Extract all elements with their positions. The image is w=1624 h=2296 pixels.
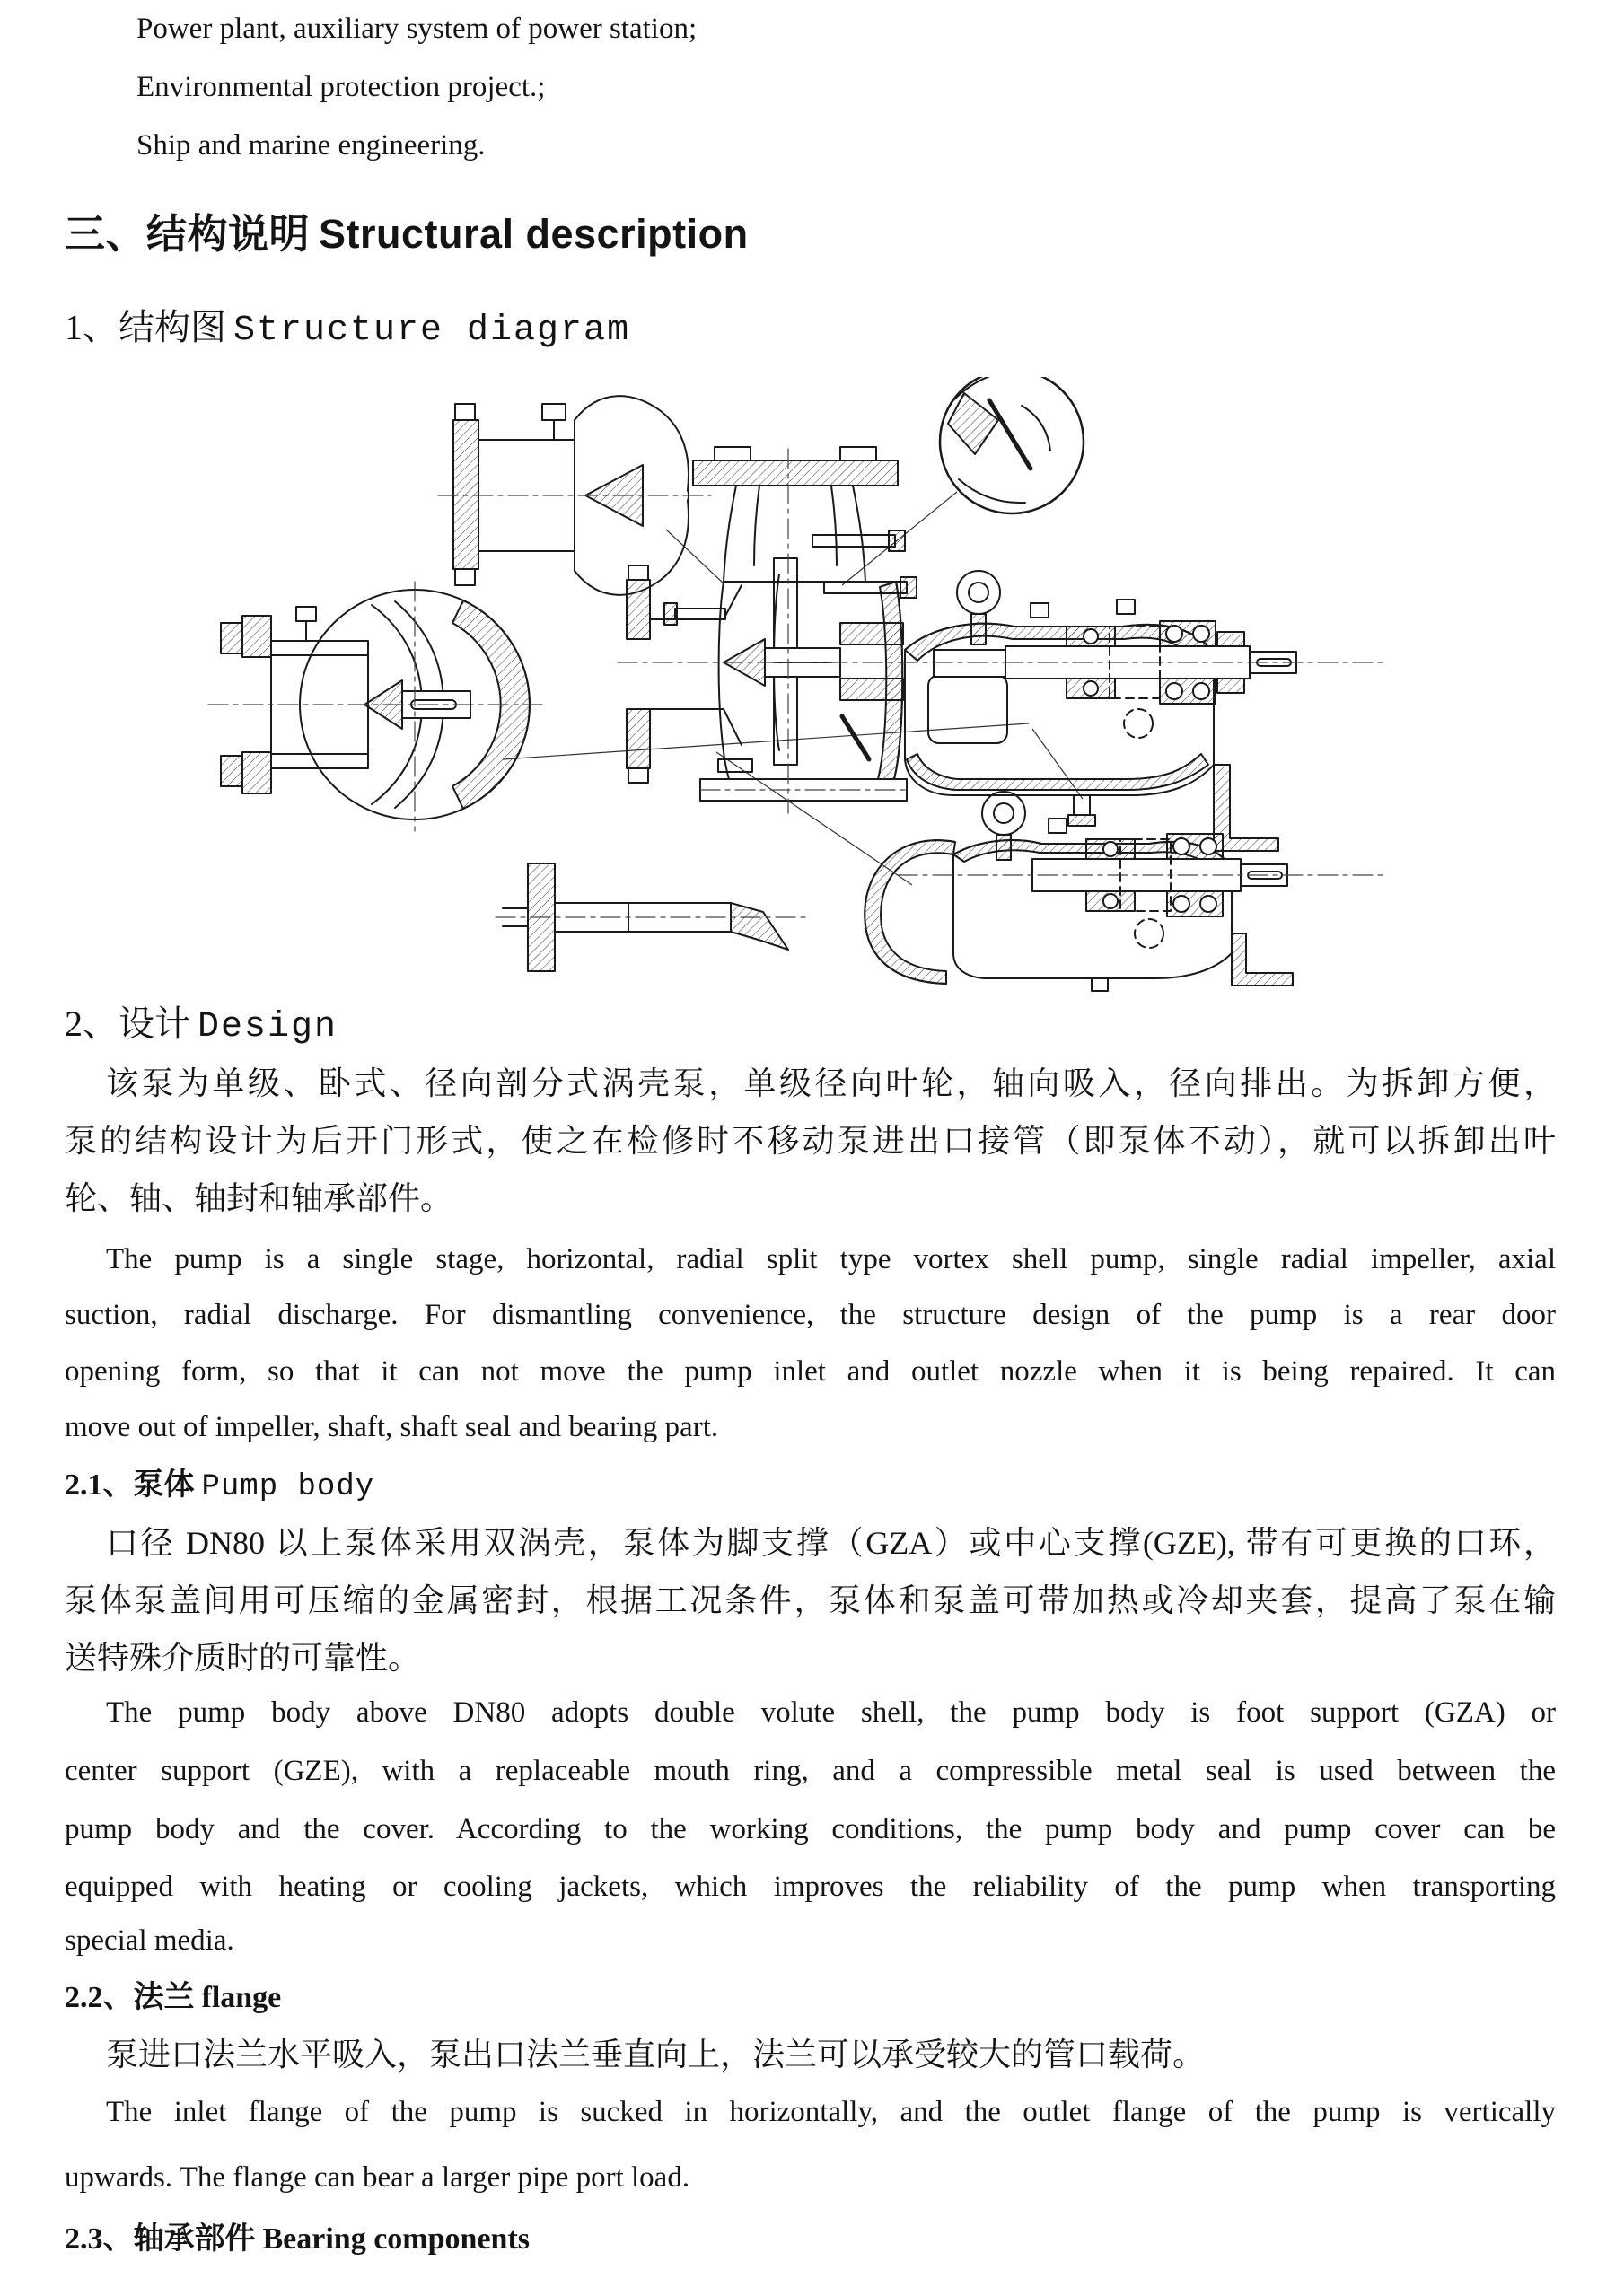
pump-body-en-line: pump body and the cover. According to the working conditions, the pump body and pump cover can be [65, 1813, 1556, 1845]
structure-diagram-image [0, 377, 1624, 996]
heading-en-text: Structure diagram [233, 311, 631, 351]
heading-en-text: Design [198, 1007, 338, 1047]
design-en-line: move out of impeller, shaft, shaft seal and bearing part. [65, 1411, 719, 1443]
subheading-pump-body [65, 1467, 1556, 1507]
subheading-flange [65, 1979, 1556, 2018]
subheading-design [65, 1002, 1556, 1050]
pump-body-cn-line: 口径 DN80 以上泵体采用双涡壳，泵体为脚支撑（GZA）或中心支撑(GZE), 带有可更换的口环， [106, 1525, 1556, 1561]
suction-cone-part [438, 396, 711, 595]
design-cn-line: 该泵为单级、卧式、径向剖分式涡壳泵，单级径向叶轮，轴向吸入，径向排出。为拆卸方便， [106, 1065, 1556, 1101]
heading-cn-text: 2.3、轴承部件 [65, 2222, 256, 2256]
design-en-line: suction, radial discharge. For dismantling convenience, the structure design of the pump is a rear door [65, 1299, 1556, 1331]
pump-body-en-line: equipped with heating or cooling jackets, which improves the reliability of the pump when transporting [65, 1871, 1556, 1903]
bearing-assembly-top-part [618, 571, 1383, 851]
flange-cn-line: 泵进口法兰水平吸入，泵出口法兰垂直向上，法兰可以承受较大的管口载荷。 [106, 2037, 1206, 2073]
shaft-component-part [496, 863, 808, 971]
design-cn-line: 轮、轴、轴封和轴承部件。 [65, 1180, 453, 1216]
pump-body-en-line: center support (GZE), with a replaceable mouth ring, and a compressible metal seal is used between the [65, 1755, 1556, 1787]
pump-casing-part [627, 447, 917, 813]
heading-cn-text: 2、设计 [65, 1003, 190, 1044]
intro-line: Environmental protection project.; [136, 71, 546, 103]
subheading-bearing-components [65, 2221, 1556, 2259]
design-cn-line: 泵的结构设计为后开门形式，使之在检修时不移动泵进出口接管（即泵体不动），就可以拆卸出叶 [65, 1123, 1556, 1159]
bearing-assembly-bottom-part [865, 792, 1383, 991]
impeller-section-part [208, 582, 542, 831]
flange-en-line: The inlet flange of the pump is sucked in horizontally, and the outlet flange of the pump is vertically [106, 2096, 1556, 2128]
intro-line: Power plant, auxiliary system of power station; [136, 13, 698, 45]
pump-body-cn-line: 送特殊介质时的可靠性。 [65, 1640, 421, 1676]
heading-en-text: Bearing components [262, 2222, 530, 2256]
heading-en-text: Structural description [319, 211, 749, 257]
heading-cn-text: 2.2、法兰 [65, 1981, 195, 2014]
heading-en-text: flange [201, 1981, 282, 2014]
subheading-structure-diagram [65, 305, 1556, 354]
heading-cn-text: 三、结构说明 [65, 211, 311, 257]
detail-circle-part [940, 377, 1084, 513]
design-en-line: opening form, so that it can not move the pump inlet and outlet nozzle when it is being repaired. It can [65, 1355, 1556, 1388]
design-en-line: The pump is a single stage, horizontal, radial split type vortex shell pump, single radial impeller, axial [106, 1243, 1556, 1275]
pump-body-en-line: special media. [65, 1924, 234, 1957]
intro-line: Ship and marine engineering. [136, 129, 486, 162]
heading-en-text: Pump body [201, 1470, 375, 1504]
heading-cn-text: 1、结构图 [65, 307, 226, 347]
pump-body-en-line: The pump body above DN80 adopts double volute shell, the pump body is foot support (GZA) or [106, 1696, 1556, 1729]
heading-cn-text: 2.1、泵体 [65, 1468, 195, 1502]
leader-lines [503, 492, 1083, 885]
pump-body-cn-line: 泵体泵盖间用可压缩的金属密封，根据工况条件，泵体和泵盖可带加热或冷却夹套，提高了泵在输 [65, 1582, 1556, 1618]
section-heading-structural-description [65, 209, 1556, 259]
flange-en-line: upwards. The flange can bear a larger pipe port load. [65, 2161, 690, 2194]
